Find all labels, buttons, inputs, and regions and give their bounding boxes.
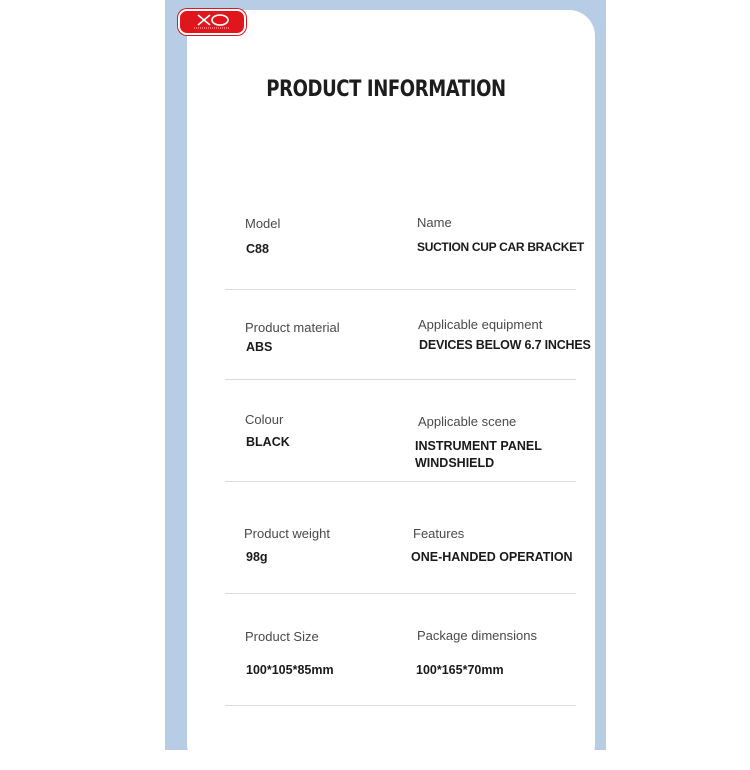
- features-value: ONE-HANDED OPERATION: [411, 550, 573, 564]
- page-title: PRODUCT INFORMATION: [266, 77, 506, 102]
- divider: [225, 481, 576, 482]
- divider: [225, 289, 576, 290]
- equipment-value: DEVICES BELOW 6.7 INCHES: [419, 338, 591, 352]
- divider: [225, 593, 576, 594]
- divider: [225, 705, 576, 706]
- model-label: Model: [245, 216, 281, 231]
- equipment-label: Applicable equipment: [418, 317, 543, 332]
- material-label: Product material: [245, 320, 340, 335]
- model-value: C88: [246, 242, 269, 256]
- name-label: Name: [417, 215, 452, 230]
- brand-logo: [178, 9, 246, 35]
- material-value: ABS: [246, 340, 273, 354]
- weight-label: Product weight: [244, 526, 330, 541]
- package-label: Package dimensions: [417, 628, 537, 643]
- weight-value: 98g: [246, 550, 268, 564]
- name-value: SUCTION CUP CAR BRACKET: [417, 240, 584, 254]
- features-label: Features: [413, 526, 465, 541]
- scene-value-line1: INSTRUMENT PANEL: [415, 439, 542, 453]
- info-card: [187, 10, 595, 770]
- colour-label: Colour: [245, 412, 284, 427]
- scene-value-line2: WINDSHIELD: [415, 456, 495, 470]
- xo-logo-icon: [180, 11, 244, 33]
- divider: [225, 379, 576, 380]
- size-value: 100*105*85mm: [246, 663, 334, 677]
- scene-label: Applicable scene: [418, 414, 517, 429]
- package-value: 100*165*70mm: [416, 663, 504, 677]
- size-label: Product Size: [245, 629, 319, 644]
- colour-value: BLACK: [246, 435, 290, 449]
